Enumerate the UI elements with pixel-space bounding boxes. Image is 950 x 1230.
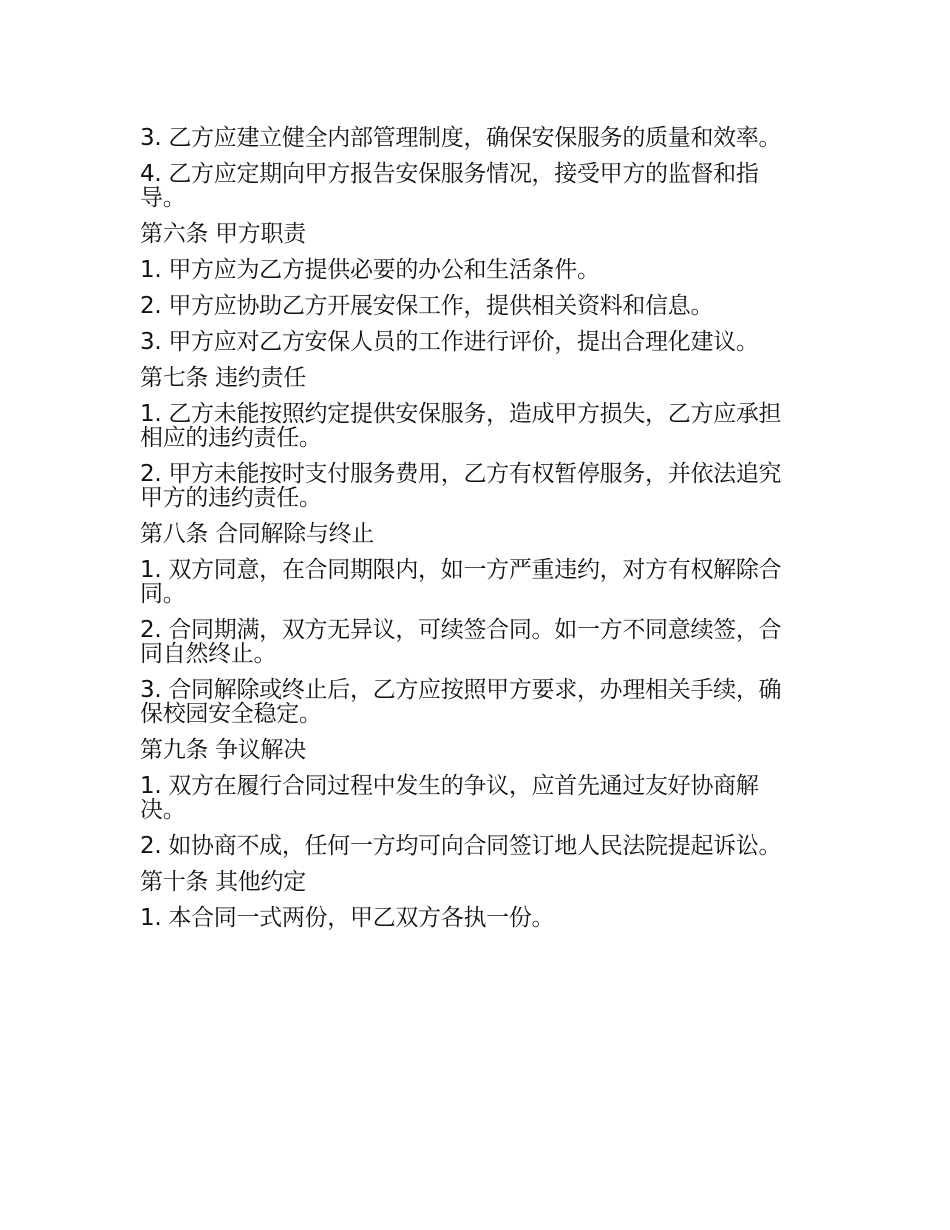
clause-9-item-2: 2. 如协商不成，任何一方均可向合同签订地人民法院提起诉讼。 xyxy=(140,833,782,859)
clause-8-item-3: 3. 合同解除或终止后，乙方应按照甲方要求，办理相关手续，确保校园安全稳定。 xyxy=(140,677,782,727)
clause-8-item-1: 1. 双方同意，在合同期限内，如一方严重违约，对方有权解除合同。 xyxy=(140,557,782,607)
clause-9-item-1: 1. 双方在履行合同过程中发生的争议，应首先通过友好协商解决。 xyxy=(140,773,759,823)
document-body xyxy=(140,126,800,942)
clause-6-item-3: 3. 甲方应对乙方安保人员的工作进行评价，提出合理化建议。 xyxy=(140,329,759,355)
clause-8-item-2: 2. 合同期满，双方无异议，可续签合同。如一方不同意续签，合同自然终止。 xyxy=(140,617,782,667)
clause-7-item-2: 2. 甲方未能按时支付服务费用，乙方有权暂停服务，并依法追究甲方的违约责任。 xyxy=(140,461,782,511)
clause-6-item-2: 2. 甲方应协助乙方开展安保工作，提供相关资料和信息。 xyxy=(140,293,714,319)
section-heading-article-7: 第七条 违约责任 xyxy=(140,365,306,391)
clause-6-item-1: 1. 甲方应为乙方提供必要的办公和生活条件。 xyxy=(140,257,600,283)
section-heading-article-6: 第六条 甲方职责 xyxy=(140,221,306,247)
section-heading-article-10: 第十条 其他约定 xyxy=(140,869,306,895)
clause-10-item-1: 1. 本合同一式两份，甲乙双方各执一份。 xyxy=(140,905,555,931)
clause-5-item-4: 4. 乙方应定期向甲方报告安保服务情况，接受甲方的监督和指导。 xyxy=(140,161,759,211)
section-heading-article-8: 第八条 合同解除与终止 xyxy=(140,521,375,547)
section-heading-article-9: 第九条 争议解决 xyxy=(140,737,306,763)
clause-7-item-1: 1. 乙方未能按照约定提供安保服务，造成甲方损失，乙方应承担相应的违约责任。 xyxy=(140,401,782,451)
clause-5-item-3: 3. 乙方应建立健全内部管理制度，确保安保服务的质量和效率。 xyxy=(140,125,782,151)
